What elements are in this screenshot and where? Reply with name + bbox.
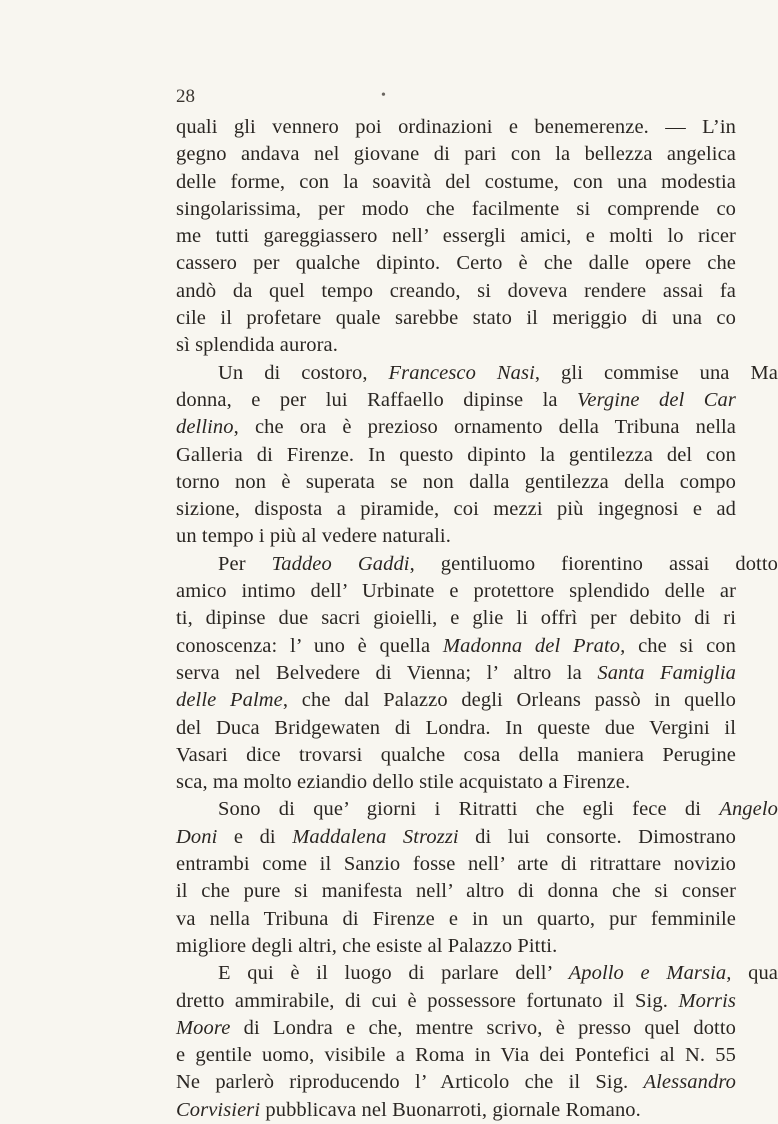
text-run: di Londra e che, mentre scrivo, è presso quel dotto [230,1016,736,1039]
text-line [176,960,778,987]
text-line [176,633,736,660]
text-line [176,1015,736,1042]
text-line [176,742,736,769]
text-line [176,878,736,905]
text-run: dretto ammirabile, di cui è possessore fortunato il Sig. [176,989,679,1012]
text-line [176,578,736,605]
italic-name: Morris [678,989,736,1012]
text-line [176,414,736,441]
text-run: serva nel Belvedere di Vienna; l’ altro la [176,661,598,684]
italic-name: dellino [176,416,234,439]
text-run: va nella Tribuna di Firenze e in un quarto, pur femminile [176,907,736,930]
text-run: e di [217,825,293,848]
text-run: , che dal Palazzo degli Orleans passò in quello [282,689,737,712]
italic-name: Apollo e Marsia, [568,962,732,985]
text-line [176,114,736,141]
italic-name: Doni [176,825,218,848]
text-run: , gli commise una Ma [534,361,778,384]
italic-name: Maddalena Strozzi [292,825,459,848]
text-line [176,523,736,550]
text-run: di lui consorte. Dimostrano [458,825,736,848]
text-line [176,278,736,305]
text-line [176,551,778,578]
text-line [176,988,736,1015]
italic-name: Taddeo Gaddi [271,552,410,575]
text-run: singolarissima, per modo che facilmente si comprende co [176,197,736,220]
text-line [176,796,778,823]
text-line [176,496,736,523]
text-run: cassero per qualche dipinto. Certo è che dalle opere che [176,252,736,275]
text-run: andò da quel tempo creando, si doveva rendere assai fa [176,279,736,302]
text-run: il che pure si manifesta nell’ altro di donna che si conser [176,880,736,903]
text-line [176,660,736,687]
text-run: qua [731,962,778,985]
text-line [176,250,736,277]
page-number: 28 [176,86,195,107]
text-run: gegno andava nel giovane di pari con la bellezza angelica [176,143,736,166]
text-run: sca, ma molto eziandio dello stile acquistato a Firenze. [176,771,631,794]
text-run: me tutti gareggiassero nell’ essergli amici, e molti lo ricer [176,225,736,248]
text-run: Un di costoro, [218,361,389,384]
text-run: amico intimo dell’ Urbinate e protettore splendido delle ar [176,580,736,603]
text-line [176,169,736,196]
italic-name: Santa Famiglia [597,661,736,684]
text-run: delle forme, con la soavità del costume, con una modestia [176,170,736,193]
text-run: e gentile uomo, visibile a Roma in Via dei Pontefici al N. 55 [176,1044,736,1067]
text-line [176,360,778,387]
body-text [176,114,778,1124]
text-run: migliore degli altri, che esiste al Palazzo Pitti. [176,934,558,957]
text-line [176,769,736,796]
text-line [176,906,736,933]
text-line [176,1069,736,1096]
italic-name: Corvisieri [176,1098,261,1121]
text-run: pubblicava nel Buonarroti, giornale Romano. [260,1098,641,1121]
italic-name: Francesco Nasi [388,361,535,384]
text-run: Sono di que’ giorni i Ritratti che egli fece di [218,798,720,821]
text-run: sì splendida aurora. [176,334,338,357]
text-run: cile il profetare quale sarebbe stato il meriggio di una co [176,307,736,330]
text-run: del Duca Bridgewaten di Londra. In queste due Vergini il [176,716,736,739]
text-line [176,715,736,742]
text-run: entrambi come il Sanzio fosse nell’ arte di ritrattare novizio [176,853,736,876]
text-line [176,305,736,332]
text-line [176,196,736,223]
text-line [176,223,736,250]
text-line [176,442,736,469]
text-run: E qui è il luogo di parlare dell’ [218,962,569,985]
text-line [176,605,736,632]
italic-name: Vergine del Car [577,388,736,411]
text-run: che si con [625,634,736,657]
text-run: Vasari dice trovarsi qualche cosa della maniera Perugine [176,743,736,766]
italic-name: Madonna del Prato, [442,634,626,657]
text-run: torno non è superata se non dalla gentilezza della compo [176,470,736,493]
text-line [176,1042,736,1069]
text-run: , gentiluomo fiorentino assai dotto [409,552,778,575]
text-line [176,141,736,168]
header-ornament: • [381,88,386,103]
text-run: un tempo i più al vedere naturali. [176,525,451,548]
italic-name: Angelo [719,798,778,821]
page-header [176,86,386,108]
text-line [176,824,736,851]
text-line [176,687,736,714]
text-line [176,851,736,878]
italic-name: Moore [176,1016,231,1039]
italic-name: delle Palme [176,689,283,712]
text-run: , che ora è prezioso ornamento della Tribuna nella [233,416,736,439]
text-run: Ne parlerò riproducendo l’ Articolo che il Sig. [176,1071,644,1094]
text-line [176,469,736,496]
text-line [176,387,736,414]
text-line [176,1097,736,1124]
text-line [176,332,736,359]
text-run: conoscenza: l’ uno è quella [176,634,443,657]
text-run: Per [218,552,272,575]
text-run: Galleria di Firenze. In questo dipinto la gentilezza del con [176,443,736,466]
italic-name: Alessandro [643,1071,736,1094]
text-run: sizione, disposta a piramide, coi mezzi più ingegnosi e ad [176,498,736,521]
text-run: donna, e per lui Raffaello dipinse la [176,388,578,411]
text-run: quali gli vennero poi ordinazioni e benemerenze. — L’in [176,116,736,138]
text-run: ti, dipinse due sacri gioielli, e glie li offrì per debito di ri [176,607,736,630]
text-line [176,933,736,960]
